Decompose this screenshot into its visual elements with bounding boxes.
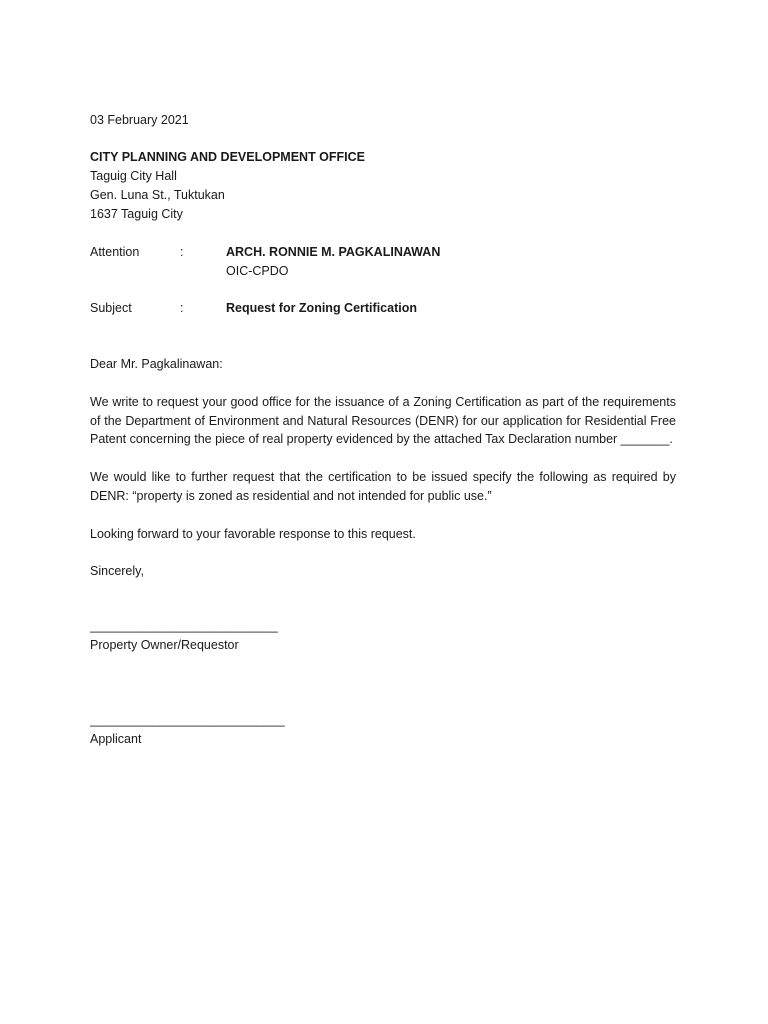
signature-label: Property Owner/Requestor: [90, 638, 239, 653]
attention-label: Attention: [90, 245, 140, 259]
recipient-office: CITY PLANNING AND DEVELOPMENT OFFICE: [90, 150, 366, 164]
signature-line: ___________________________: [90, 619, 278, 634]
recipient-street: Gen. Luna St., Tuktukan: [90, 188, 225, 202]
recipient-city: 1637 Taguig City: [90, 207, 183, 221]
paragraph-closing-remark: Looking forward to your favorable response to this request.: [90, 526, 416, 541]
paragraph-request: We write to request your good office for the issuance of a Zoning Certification as part of the requirements of the Department of Environment and Natural Resources (DENR) for our application for Residential Free Patent concerning the piece of real property evidenced by the attached Tax Declaration number _______.: [90, 395, 676, 447]
paragraph-specification: We would like to further request that the certification to be issued specify the following as required by DENR: “property is zoned as residential and not intended for public use.”: [90, 470, 676, 503]
signature-line: ____________________________: [90, 713, 285, 728]
recipient-building: Taguig City Hall: [90, 169, 177, 183]
closing: Sincerely,: [90, 564, 144, 579]
signature-block-owner: [90, 617, 676, 655]
subject-row: [90, 299, 676, 318]
attention-block: [90, 243, 676, 281]
signature-block-applicant: [90, 711, 676, 749]
subject-label: Subject: [90, 301, 132, 315]
recipient-address: [90, 148, 676, 224]
letter-body: [90, 111, 676, 749]
attention-colon: :: [180, 245, 184, 259]
subject-colon: :: [180, 301, 184, 315]
attention-name: ARCH. RONNIE M. PAGKALINAWAN: [226, 245, 441, 259]
letter-date: 03 February 2021: [90, 113, 189, 127]
signature-label: Applicant: [90, 732, 142, 747]
salutation: Dear Mr. Pagkalinawan:: [90, 357, 223, 371]
attention-position: OIC-CPDO: [226, 264, 289, 278]
subject-value: Request for Zoning Certification: [226, 301, 417, 315]
